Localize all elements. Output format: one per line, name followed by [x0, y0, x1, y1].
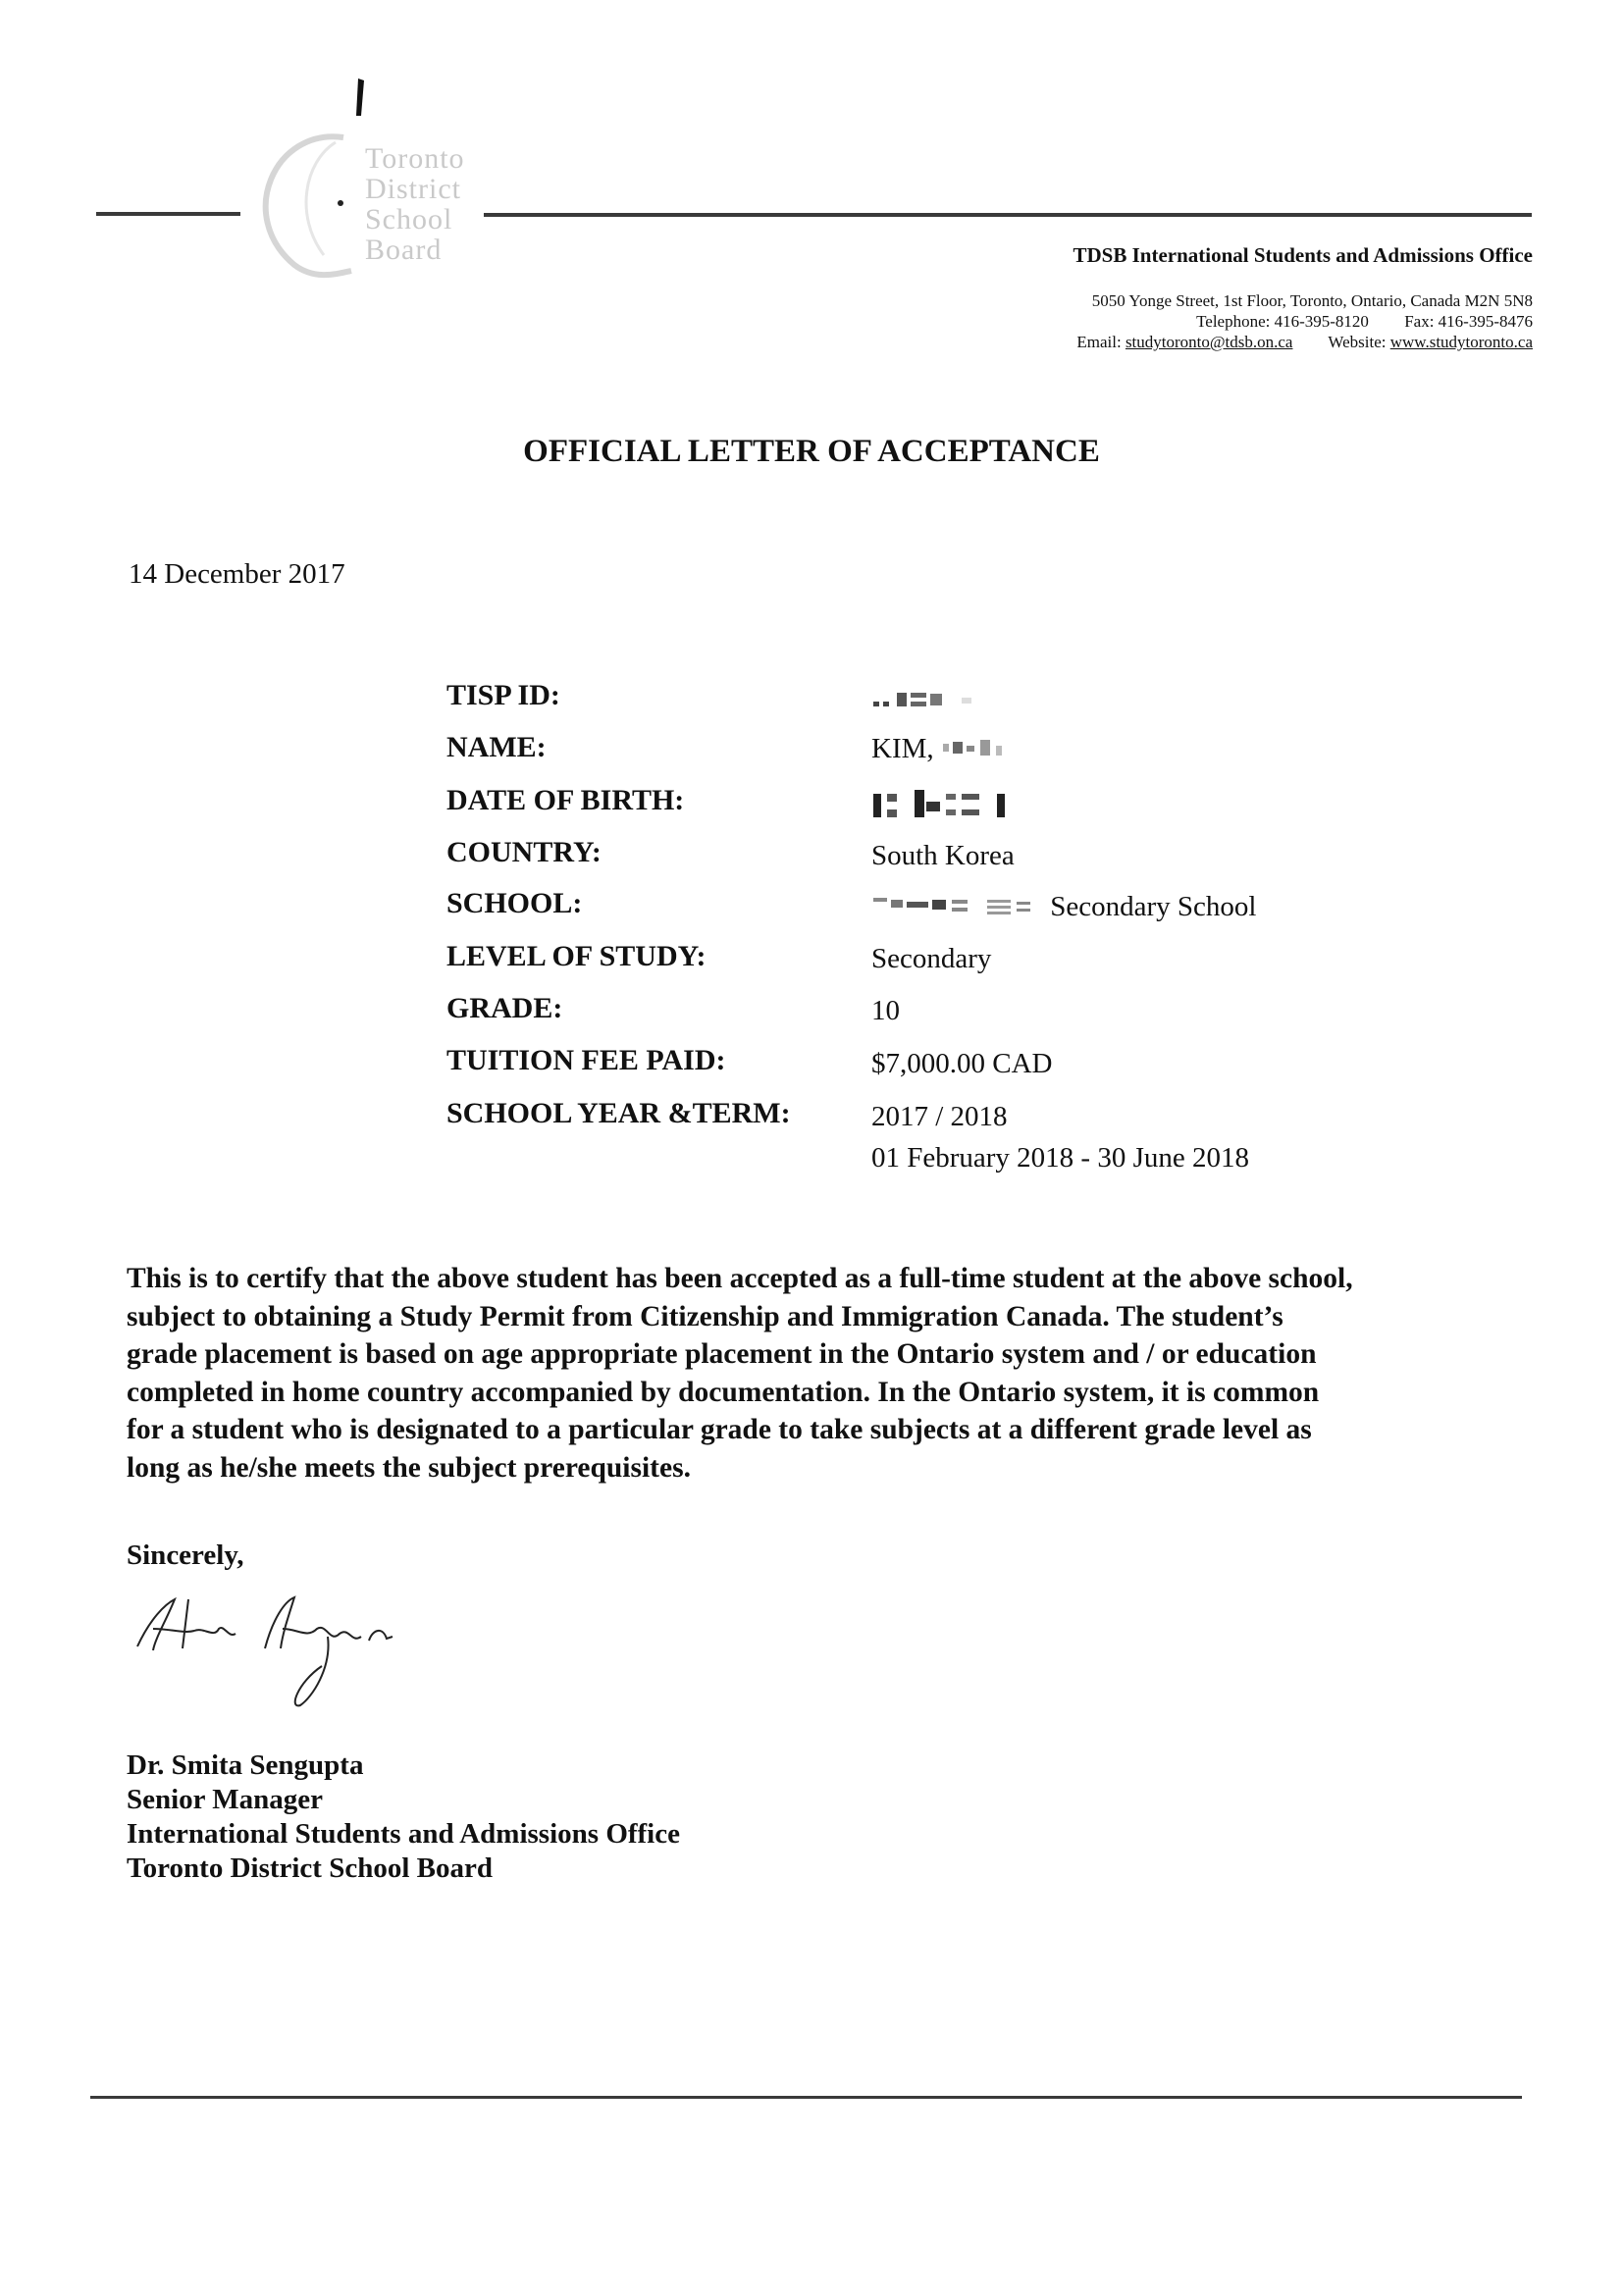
footer-rule: [90, 2096, 1522, 2099]
logo-word-2: District: [365, 173, 461, 205]
country-value: South Korea: [871, 840, 1015, 871]
signer-name: Dr. Smita Sengupta: [127, 1749, 364, 1781]
email-label: Email:: [1076, 333, 1122, 351]
fax-label: Fax:: [1404, 312, 1435, 331]
redaction-mark: [871, 788, 1019, 829]
name-label: NAME:: [446, 731, 547, 763]
fee-label: TUITION FEE PAID:: [446, 1044, 726, 1076]
redaction-mark: [941, 735, 1010, 767]
office-contact-block: [1076, 290, 1533, 352]
school-label: SCHOOL:: [446, 887, 583, 919]
logo-word-4: Board: [365, 234, 443, 266]
signer-office: International Students and Admissions Office: [127, 1818, 680, 1850]
dob-label: DATE OF BIRTH:: [446, 784, 685, 816]
handwritten-signature-icon: [126, 1590, 420, 1737]
paragraph-line: completed in home country accompanied by documentation. In the Ontario system, it is common: [127, 1376, 1320, 1408]
telephone-label: Telephone:: [1196, 312, 1271, 331]
dob-value-redacted: [871, 788, 1019, 829]
school-year-value: 2017 / 2018: [871, 1101, 1008, 1132]
paragraph-line: subject to obtaining a Study Permit from Citizenship and Immigration Canada. The student’s: [127, 1300, 1283, 1332]
logo-word-1: Toronto: [365, 142, 465, 175]
website-label: Website:: [1328, 333, 1387, 351]
level-label: LEVEL OF STUDY:: [446, 940, 707, 972]
fax-number: 416-395-8476: [1438, 312, 1533, 331]
phone-fax-line: [1076, 311, 1533, 332]
country-label: COUNTRY:: [446, 836, 602, 868]
header-rule-right: [484, 213, 1532, 217]
name-value: [871, 733, 1010, 767]
tdsb-logo: [236, 69, 491, 294]
paragraph-line: This is to certify that the above student has been accepted as a full-time student at the above school,: [127, 1263, 1353, 1294]
office-address: 5050 Yonge Street, 1st Floor, Toronto, Ontario, Canada M2N 5N8: [1091, 291, 1533, 310]
letter-date: 14 December 2017: [129, 558, 345, 590]
paragraph-line: grade placement is based on age appropriate placement in the Ontario system and / or education: [127, 1338, 1317, 1370]
tisp-id-value-redacted: [871, 685, 989, 719]
grade-value: 10: [871, 995, 900, 1026]
redaction-mark: [871, 892, 1043, 925]
office-name: TDSB International Students and Admissions Office: [1073, 243, 1533, 267]
student-surname: KIM,: [871, 733, 934, 764]
signer-organization: Toronto District School Board: [127, 1852, 493, 1884]
email-link[interactable]: studytoronto@tdsb.on.ca: [1125, 333, 1293, 351]
level-value: Secondary: [871, 943, 992, 974]
letter-title: OFFICIAL LETTER OF ACCEPTANCE: [523, 434, 1100, 469]
salutation: Sincerely,: [127, 1539, 244, 1571]
logo-word-3: School: [365, 203, 453, 235]
term-label: SCHOOL YEAR &TERM:: [446, 1097, 791, 1129]
signer-title: Senior Manager: [127, 1784, 324, 1815]
email-website-line: [1076, 332, 1533, 352]
school-value: [871, 891, 1256, 925]
signer-block: [127, 1748, 680, 1886]
paragraph-line: long as he/she meets the subject prerequisites.: [127, 1451, 691, 1484]
fee-value: $7,000.00 CAD: [871, 1048, 1053, 1079]
website-link[interactable]: www.studytoronto.ca: [1389, 333, 1533, 351]
signature-image: [126, 1590, 420, 1737]
certification-paragraph: [127, 1260, 1500, 1487]
header-rule-left: [96, 212, 240, 216]
redaction-mark: [871, 687, 989, 719]
telephone-number: 416-395-8120: [1274, 312, 1369, 331]
term-value: 01 February 2018 - 30 June 2018: [871, 1142, 1250, 1174]
grade-label: GRADE:: [446, 992, 563, 1024]
tisp-id-label: TISP ID:: [446, 679, 560, 711]
school-suffix: Secondary School: [1050, 891, 1257, 922]
paragraph-line: for a student who is designated to a particular grade to take subjects at a different grade level as: [127, 1414, 1312, 1445]
